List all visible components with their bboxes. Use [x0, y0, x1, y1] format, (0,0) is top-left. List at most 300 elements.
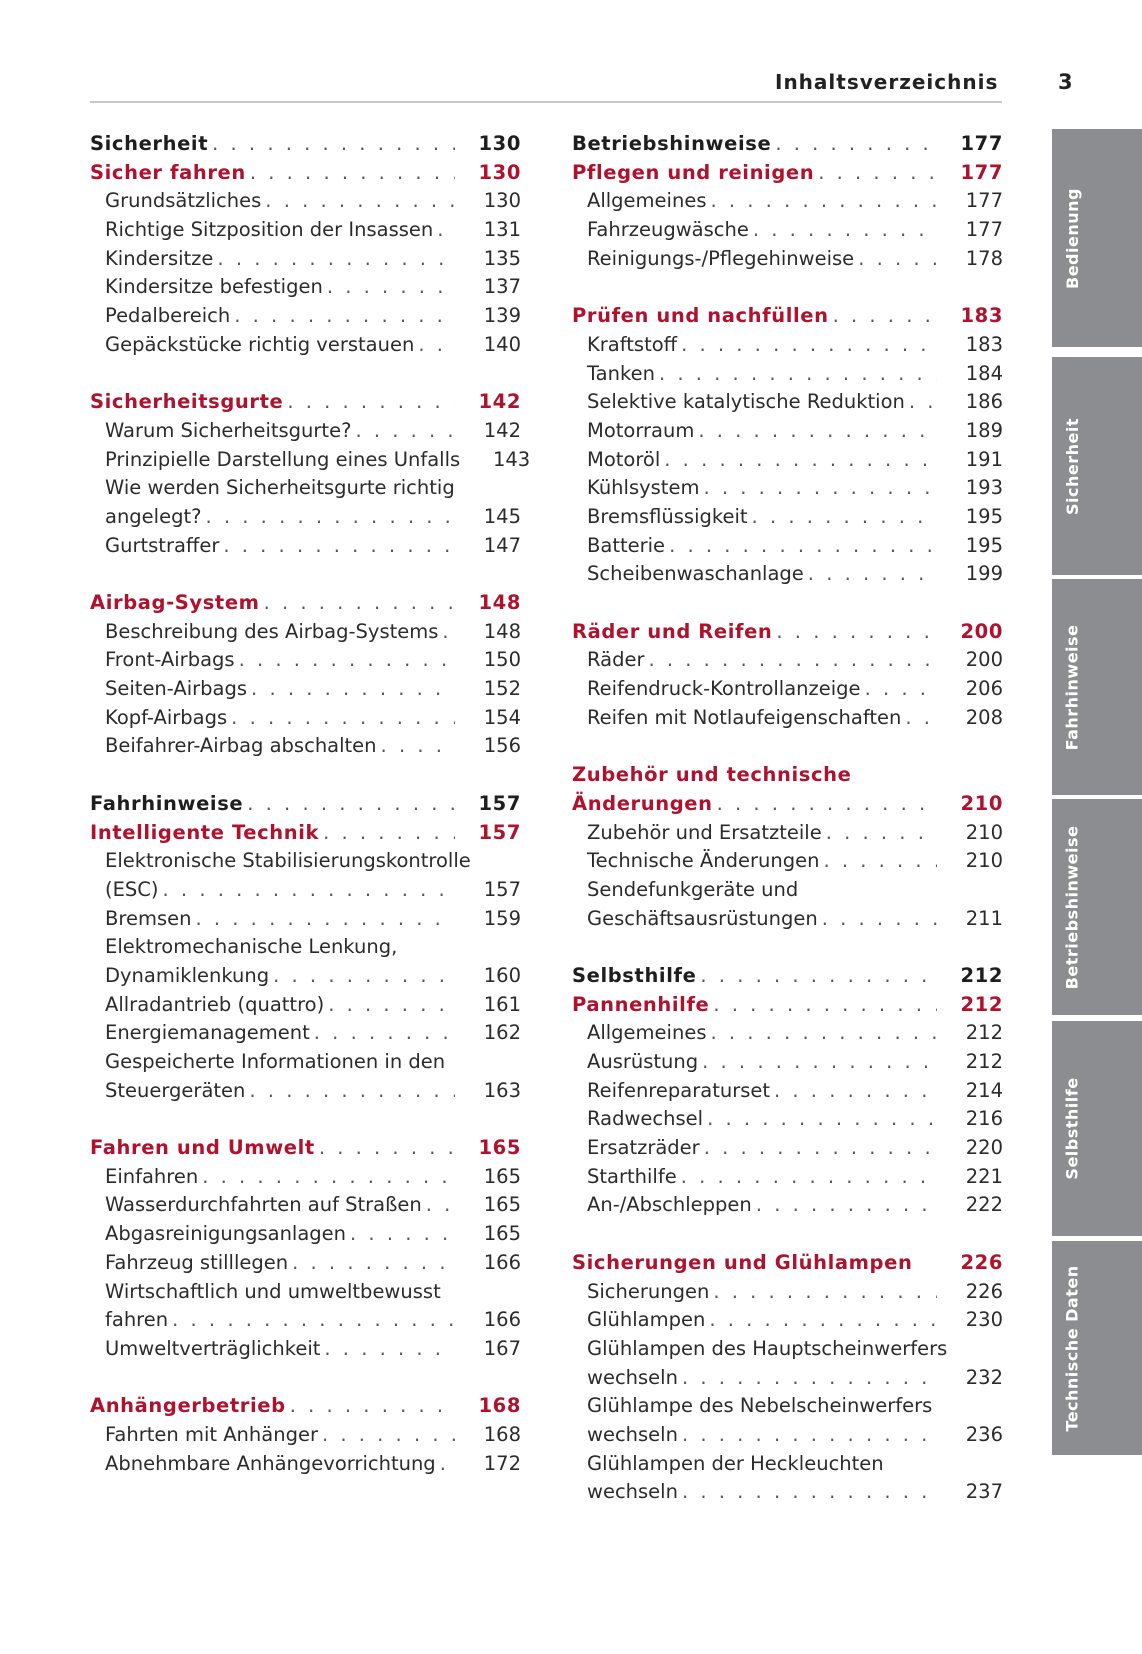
- toc-entry-title: Abnehmbare Anhängevorrichtung: [105, 1451, 436, 1475]
- leader-dots: [682, 1364, 937, 1393]
- toc-page-number: 222: [965, 1193, 1003, 1217]
- toc-page-number: 131: [483, 218, 521, 242]
- toc-entry-title: Ausrüstung: [587, 1050, 699, 1073]
- toc-entry-title: Selbsthilfe: [572, 963, 697, 987]
- leader-dots: [858, 245, 937, 274]
- toc-entry-title: fahren: [105, 1308, 169, 1332]
- toc-entry[interactable]: [90, 1163, 521, 1192]
- leader-dots: [324, 1335, 455, 1364]
- chapter-tab-label: Bedienung: [1062, 187, 1082, 289]
- toc-entry[interactable]: [572, 187, 1003, 216]
- toc-page-number: 162: [483, 1021, 521, 1045]
- chapter-tab-label: Betriebshinweise: [1062, 825, 1082, 989]
- toc-entry[interactable]: [572, 1278, 1003, 1307]
- toc-entry[interactable]: [90, 245, 521, 274]
- toc-entry[interactable]: [90, 876, 521, 905]
- toc-entry[interactable]: [572, 1478, 1003, 1507]
- toc-entry[interactable]: [572, 1077, 1003, 1106]
- header-divider: [90, 101, 1002, 103]
- toc-entry-title: Grundsätzliches: [105, 189, 262, 213]
- toc-entry[interactable]: [90, 446, 531, 475]
- toc-section-entry[interactable]: [572, 618, 1003, 647]
- toc-entry-title: Fahrhinweise: [90, 791, 244, 815]
- toc-column-left: [90, 130, 531, 1478]
- toc-entry-title: Anhängerbetrieb: [90, 1394, 286, 1418]
- leader-dots: [717, 790, 937, 819]
- toc-entry-title: Prüfen und nachfüllen: [572, 304, 829, 328]
- toc-entry[interactable]: [572, 1019, 1003, 1048]
- toc-entry-title: Scheibenwaschanlage: [587, 562, 804, 586]
- toc-entry[interactable]: [90, 503, 521, 532]
- toc-entry[interactable]: [572, 1191, 1003, 1220]
- toc-entry[interactable]: [572, 503, 1003, 532]
- leader-dots: [223, 532, 455, 561]
- toc-entry[interactable]: [90, 1077, 521, 1106]
- toc-entry[interactable]: [90, 1278, 521, 1307]
- toc-entry-title: Tanken: [587, 361, 655, 385]
- leader-dots: [319, 1134, 455, 1163]
- toc-entry-title: Gurtstraffer: [105, 533, 220, 557]
- leader-dots: [808, 560, 937, 589]
- toc-entry-title: Einfahren: [105, 1164, 199, 1188]
- toc-entry[interactable]: [572, 1306, 1003, 1335]
- toc-section-entry[interactable]: [90, 388, 521, 417]
- toc-page-number: 200: [960, 619, 1003, 643]
- toc-entry-title: Front-Airbags: [105, 648, 235, 672]
- toc-entry-title: Technische Änderungen: [587, 849, 820, 873]
- leader-dots: [314, 1019, 455, 1048]
- toc-page-number: 208: [965, 705, 1003, 729]
- leader-dots: [775, 130, 937, 159]
- toc-section-entry[interactable]: [572, 962, 1003, 991]
- leader-dots: [195, 905, 455, 934]
- toc-entry-title: Glühlampe des Nebelscheinwerfers: [587, 1394, 933, 1418]
- toc-page-number: 195: [965, 533, 1003, 557]
- toc-page-number: 159: [483, 906, 521, 930]
- chapter-tab-technische-daten[interactable]: [1052, 1241, 1142, 1455]
- toc-page-number: 140: [483, 332, 521, 356]
- toc-entry[interactable]: [572, 1364, 1003, 1393]
- toc-spacer: [90, 1364, 521, 1393]
- toc-entry[interactable]: [572, 675, 1003, 704]
- toc-entry[interactable]: [572, 360, 1003, 389]
- toc-page-number: 142: [483, 418, 521, 442]
- toc-entry[interactable]: [572, 245, 1003, 274]
- toc-entry[interactable]: [572, 1134, 1003, 1163]
- toc-entry[interactable]: [572, 1335, 1003, 1364]
- toc-section-entry[interactable]: [572, 130, 1003, 159]
- toc-page-number: 165: [478, 1136, 521, 1160]
- toc-entry-title: Reifenreparaturset: [587, 1078, 771, 1102]
- leader-dots: [833, 302, 937, 331]
- toc-entry-title: Sicher fahren: [90, 160, 246, 184]
- toc-page-number: 148: [483, 619, 521, 643]
- toc-page-number: 137: [483, 275, 521, 299]
- toc-page-number: 150: [483, 648, 521, 672]
- toc-page-number: 142: [478, 390, 521, 414]
- toc-entry-title: Sicherungen: [587, 1279, 710, 1303]
- toc-section-entry[interactable]: [572, 1249, 1003, 1278]
- toc-entry[interactable]: [90, 331, 521, 360]
- toc-entry-title: Fahrzeugwäsche: [587, 218, 749, 242]
- toc-entry-title: Bremsen: [105, 906, 192, 930]
- toc-column-right: [572, 130, 1003, 1507]
- toc-spacer: [572, 732, 1003, 761]
- toc-entry-title: angelegt?: [105, 504, 202, 528]
- leader-dots: [381, 732, 455, 761]
- leader-dots: [648, 646, 937, 675]
- toc-section-entry[interactable]: [572, 302, 1003, 331]
- toc-entry[interactable]: [572, 532, 1003, 561]
- toc-section-entry[interactable]: [572, 159, 1003, 188]
- toc-entry-title: Allgemeines: [587, 1021, 707, 1045]
- toc-entry-title: Ersatzräder: [587, 1136, 700, 1160]
- toc-entry-title: Geschäftsausrüstungen: [587, 906, 818, 930]
- toc-page-number: 236: [965, 1422, 1003, 1446]
- toc-page-number: 157: [483, 877, 521, 901]
- toc-entry-title: Energiemanagement: [105, 1021, 310, 1045]
- chapter-tab-fahrhinweise[interactable]: [1052, 579, 1142, 795]
- chapter-tab-label: Fahrhinweise: [1062, 624, 1082, 750]
- leader-dots: [659, 360, 937, 389]
- leader-dots: [698, 417, 937, 446]
- leader-dots: [682, 1421, 937, 1450]
- toc-page-number: 156: [483, 734, 521, 758]
- toc-entry-title: wechseln: [587, 1365, 678, 1389]
- toc-entry-title: wechseln: [587, 1422, 678, 1446]
- toc-entry-title: Beifahrer-Airbag abschalten: [105, 734, 377, 758]
- leader-dots: [327, 273, 455, 302]
- toc-entry-title: Kraftstoff: [587, 332, 678, 356]
- toc-entry[interactable]: [90, 933, 521, 962]
- toc-entry[interactable]: [90, 1048, 521, 1077]
- toc-entry[interactable]: [90, 532, 521, 561]
- toc-page-number: 154: [483, 705, 521, 729]
- leader-dots: [700, 962, 937, 991]
- toc-entry-title: Kühlsystem: [587, 476, 700, 500]
- toc-entry-title: Prinzipielle Darstellung eines Unfalls: [105, 447, 461, 471]
- toc-entry-title: Bremsflüssigkeit: [587, 504, 748, 528]
- toc-entry-title: Pedalbereich: [105, 304, 231, 328]
- toc-entry-title: Kopf-Airbags: [105, 705, 228, 729]
- toc-entry[interactable]: [572, 216, 1003, 245]
- leader-dots: [440, 1450, 455, 1479]
- toc-entry-title: Wirtschaftlich und umweltbewusst: [105, 1279, 441, 1303]
- toc-entry-title: Änderungen: [572, 791, 713, 815]
- toc-page-number: 212: [960, 963, 1003, 987]
- toc-entry[interactable]: [90, 704, 521, 733]
- leader-dots: [710, 1019, 937, 1048]
- toc-spacer: [90, 1105, 521, 1134]
- leader-dots: [250, 159, 455, 188]
- toc-entry-title: Dynamiklenkung: [105, 963, 270, 987]
- toc-page-number: 183: [965, 332, 1003, 356]
- toc-page-number: 168: [478, 1394, 521, 1418]
- toc-entry-title: Reinigungs-/Pflegehinweise: [587, 246, 855, 270]
- toc-section-entry[interactable]: [90, 130, 521, 159]
- toc-page-number: 177: [960, 160, 1003, 184]
- toc-entry[interactable]: [572, 847, 1003, 876]
- chapter-tab-label: Technische Daten: [1062, 1264, 1082, 1432]
- toc-section-entry[interactable]: [90, 790, 521, 819]
- toc-entry-title: Warum Sicherheitsgurte?: [105, 418, 352, 442]
- leader-dots: [664, 446, 937, 475]
- leader-dots: [702, 1048, 937, 1077]
- toc-entry[interactable]: [572, 646, 1003, 675]
- toc-entry-title: Fahrzeug stilllegen: [105, 1250, 289, 1274]
- toc-entry-title: Radwechsel: [587, 1107, 704, 1131]
- toc-entry-title: Abgasreinigungsanlagen: [105, 1222, 347, 1246]
- leader-dots: [323, 819, 455, 848]
- toc-page-number: 216: [965, 1107, 1003, 1131]
- toc-spacer: [572, 933, 1003, 962]
- toc-entry[interactable]: [572, 1048, 1003, 1077]
- toc-page-number: 168: [483, 1422, 521, 1446]
- toc-entry[interactable]: [90, 302, 521, 331]
- toc-spacer: [90, 560, 521, 589]
- toc-page-number: 212: [965, 1021, 1003, 1045]
- toc-entry[interactable]: [90, 1220, 521, 1249]
- leader-dots: [231, 704, 455, 733]
- toc-page-number: 130: [483, 189, 521, 213]
- leader-dots: [287, 388, 455, 417]
- toc-section-entry[interactable]: [572, 761, 1003, 790]
- toc-entry-title: Intelligente Technik: [90, 820, 320, 844]
- leader-dots: [418, 331, 455, 360]
- toc-page-number: 139: [483, 304, 521, 328]
- toc-page-number: 167: [483, 1336, 521, 1360]
- toc-spacer: [572, 273, 1003, 302]
- leader-dots: [239, 646, 455, 675]
- toc-entry-title: Reifendruck-Kontrollanzeige: [587, 677, 861, 701]
- toc-entry[interactable]: [90, 1335, 521, 1364]
- toc-entry-title: Kindersitze befestigen: [105, 275, 323, 299]
- toc-page-number: 157: [478, 791, 521, 815]
- toc-page-number: 210: [965, 849, 1003, 873]
- toc-entry[interactable]: [572, 446, 1003, 475]
- toc-entry[interactable]: [90, 618, 521, 647]
- toc-spacer: [90, 761, 521, 790]
- toc-page-number: 214: [965, 1078, 1003, 1102]
- leader-dots: [713, 991, 937, 1020]
- toc-entry-title: Fahrten mit Anhänger: [105, 1422, 318, 1446]
- leader-dots: [713, 1278, 937, 1307]
- toc-entry[interactable]: [572, 388, 1003, 417]
- toc-page-number: 130: [478, 132, 521, 155]
- toc-page-number: 220: [965, 1136, 1003, 1160]
- toc-entry-title: Elektronische Stabilisierungskontrolle: [105, 849, 471, 873]
- toc-page-number: 161: [483, 992, 521, 1016]
- toc-entry[interactable]: [572, 331, 1003, 360]
- leader-dots: [251, 675, 455, 704]
- leader-dots: [355, 417, 455, 446]
- toc-entry[interactable]: [90, 1019, 521, 1048]
- toc-entry[interactable]: [572, 1163, 1003, 1192]
- leader-dots: [212, 130, 455, 159]
- toc-page-number: 130: [478, 160, 521, 184]
- toc-entry-title: Sicherheit: [90, 132, 209, 155]
- toc-entry-title: Airbag-System: [90, 591, 260, 614]
- toc-entry[interactable]: [572, 1421, 1003, 1450]
- chapter-tab-bedienung[interactable]: [1052, 129, 1142, 347]
- toc-entry-title: Batterie: [587, 533, 666, 557]
- leader-dots: [818, 159, 937, 188]
- toc-page-number: 177: [965, 189, 1003, 213]
- leader-dots: [205, 503, 455, 532]
- leader-dots: [681, 1163, 937, 1192]
- toc-entry[interactable]: [572, 417, 1003, 446]
- leader-dots: [292, 1249, 455, 1278]
- toc-entry[interactable]: [572, 474, 1003, 503]
- toc-entry[interactable]: [572, 560, 1003, 589]
- toc-entry-title: Allradantrieb (quattro): [105, 992, 325, 1016]
- toc-entry-title: Sicherungen und Glühlampen: [572, 1250, 913, 1274]
- leader-dots: [756, 1191, 937, 1220]
- toc-entry[interactable]: [572, 905, 1003, 934]
- toc-page-number: 200: [965, 648, 1003, 672]
- leader-dots: [776, 618, 937, 647]
- toc-entry-title: Selektive katalytische Reduktion: [587, 390, 905, 414]
- leader-dots: [234, 302, 455, 331]
- toc-entry-title: Wasserdurchfahrten auf Straßen: [105, 1193, 422, 1217]
- toc-page-number: 165: [483, 1164, 521, 1188]
- toc-section-entry[interactable]: [90, 1392, 521, 1421]
- leader-dots: [350, 1220, 455, 1249]
- toc-entry-title: Kindersitze: [105, 246, 214, 270]
- toc-entry[interactable]: [90, 1421, 521, 1450]
- toc-entry-title: Betriebshinweise: [572, 132, 772, 155]
- toc-page-number: 166: [483, 1308, 521, 1332]
- leader-dots: [752, 503, 937, 532]
- toc-entry-title: Starthilfe: [587, 1164, 677, 1188]
- toc-entry-title: Umweltverträglichkeit: [105, 1336, 321, 1360]
- toc-page-number: 165: [483, 1193, 521, 1217]
- toc-spacer: [572, 589, 1003, 618]
- leader-dots: [247, 790, 455, 819]
- chapter-tab-selbsthilfe[interactable]: [1052, 1021, 1142, 1236]
- chapter-tab-betriebshinweise[interactable]: [1052, 799, 1142, 1015]
- toc-entry-title: (ESC): [105, 877, 159, 901]
- toc-entry-title: Pannenhilfe: [572, 992, 710, 1016]
- leader-dots: [909, 388, 937, 417]
- toc-page-number: 145: [483, 504, 521, 528]
- toc-entry-title: Räder: [587, 648, 645, 672]
- toc-page-number: 160: [483, 963, 521, 987]
- toc-entry[interactable]: [90, 905, 521, 934]
- toc-page-number: 195: [965, 504, 1003, 528]
- leader-dots: [865, 675, 937, 704]
- leader-dots: [273, 962, 455, 991]
- leader-dots: [905, 704, 937, 733]
- toc-entry-title: Wie werden Sicherheitsgurte richtig: [105, 476, 455, 500]
- toc-entry[interactable]: [572, 1105, 1003, 1134]
- chapter-tab-sicherheit[interactable]: [1052, 357, 1142, 575]
- leader-dots: [265, 187, 455, 216]
- leader-dots: [202, 1163, 455, 1192]
- toc-page-number: 135: [483, 246, 521, 270]
- leader-dots: [681, 331, 937, 360]
- toc-page-number: 184: [965, 361, 1003, 385]
- toc-entry[interactable]: [572, 1392, 1003, 1421]
- toc-page-number: 212: [965, 1050, 1003, 1073]
- toc-entry[interactable]: [90, 1249, 521, 1278]
- toc-page-number: 166: [483, 1250, 521, 1274]
- toc-entry-title: Zubehör und Ersatzteile: [587, 820, 822, 844]
- toc-entry[interactable]: [90, 417, 521, 446]
- toc-entry-title: Glühlampen: [587, 1308, 706, 1332]
- toc-entry[interactable]: [90, 1450, 521, 1479]
- toc-entry[interactable]: [90, 187, 521, 216]
- toc-entry-title: Gespeicherte Informationen in den: [105, 1050, 446, 1073]
- toc-section-entry[interactable]: [572, 790, 1003, 819]
- toc-section-entry[interactable]: [90, 589, 521, 618]
- toc-entry[interactable]: [90, 1306, 521, 1335]
- leader-dots: [774, 1077, 937, 1106]
- toc-entry[interactable]: [90, 1191, 521, 1220]
- toc-entry[interactable]: [572, 1450, 1003, 1479]
- leader-dots: [217, 245, 455, 274]
- toc-entry[interactable]: [90, 216, 521, 245]
- toc-entry-title: Pflegen und reinigen: [572, 160, 815, 184]
- toc-entry-title: Sicherheitsgurte: [90, 390, 284, 414]
- toc-section-entry[interactable]: [572, 991, 1003, 1020]
- toc-page-number: 186: [965, 390, 1003, 414]
- page-number: 3: [1058, 70, 1073, 94]
- leader-dots: [826, 819, 937, 848]
- toc-spacer: [90, 360, 521, 389]
- leader-dots: [264, 589, 455, 618]
- toc-page-number: 191: [965, 447, 1003, 471]
- toc-entry[interactable]: [90, 675, 521, 704]
- toc-entry-title: Elektromechanische Lenkung,: [105, 935, 398, 959]
- toc-entry[interactable]: [90, 847, 521, 876]
- chapter-tab-label: Selbsthilfe: [1062, 1077, 1082, 1180]
- leader-dots: [172, 1306, 455, 1335]
- leader-dots: [682, 1478, 937, 1507]
- toc-page-number: 199: [965, 562, 1003, 586]
- toc-entry[interactable]: [90, 962, 521, 991]
- toc-entry[interactable]: [572, 876, 1003, 905]
- leader-dots: [442, 618, 455, 647]
- toc-entry-title: Steuergeräten: [105, 1078, 246, 1102]
- toc-entry-title: Sendefunkgeräte und: [587, 877, 799, 901]
- toc-entry-title: Beschreibung des Airbag-Systems: [105, 619, 439, 643]
- leader-dots: [703, 474, 937, 503]
- toc-entry-title: Glühlampen der Heckleuchten: [587, 1451, 884, 1475]
- toc-entry[interactable]: [572, 704, 1003, 733]
- toc-entry[interactable]: [90, 474, 521, 503]
- toc-section-entry[interactable]: [90, 819, 521, 848]
- toc-entry-title: Allgemeines: [587, 189, 707, 213]
- toc-entry[interactable]: [90, 732, 521, 761]
- toc-section-entry[interactable]: [90, 159, 521, 188]
- leader-dots: [823, 847, 937, 876]
- toc-page-number: 183: [960, 304, 1003, 328]
- toc-page-number: 232: [965, 1365, 1003, 1389]
- toc-entry[interactable]: [572, 819, 1003, 848]
- toc-entry[interactable]: [90, 273, 521, 302]
- toc-spacer: [572, 1220, 1003, 1249]
- toc-entry-title: Seiten-Airbags: [105, 677, 248, 701]
- toc-entry[interactable]: [90, 991, 521, 1020]
- toc-section-entry[interactable]: [90, 1134, 521, 1163]
- leader-dots: [328, 991, 455, 1020]
- toc-page-number: 165: [483, 1222, 521, 1246]
- toc-entry[interactable]: [90, 646, 521, 675]
- leader-dots: [163, 876, 455, 905]
- toc-page-number: 189: [965, 418, 1003, 442]
- leader-dots: [669, 532, 937, 561]
